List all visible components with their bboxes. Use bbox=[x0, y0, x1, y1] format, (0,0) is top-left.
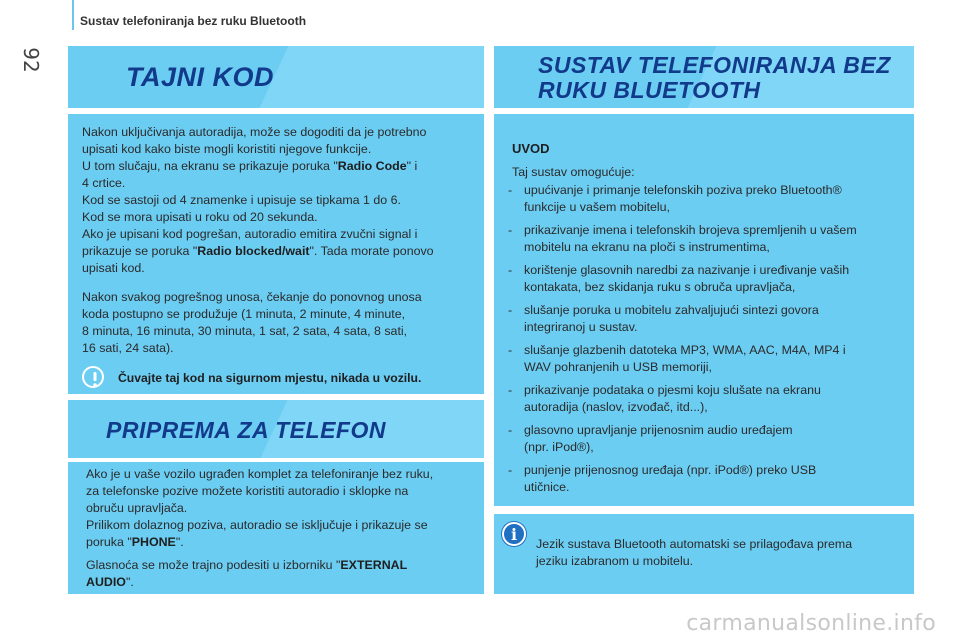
phone-prep-title: PRIPREMA ZA TELEFON bbox=[106, 417, 386, 443]
text-line: Glasnoća se može trajno podesiti u izborniku "EXTERNAL bbox=[86, 558, 408, 572]
bluetooth-header bbox=[494, 46, 914, 108]
emphasis: PHONE bbox=[131, 535, 176, 549]
list-item: - korištenje glasovnih naredbi za nazivanje i uređivanje vaših kontakata, bez skidanja ruku s obruča upravljača, bbox=[508, 263, 850, 294]
list-item: - slušanje poruka u mobitelu zahvaljujući sintezi govora integriranoj u sustav. bbox=[508, 303, 819, 334]
emphasis: Radio blocked/wait bbox=[197, 244, 310, 258]
list-item: - punjenje prijenosnog uređaja (npr. iPod®) preko USB utičnice. bbox=[508, 463, 817, 494]
page-number: 92 bbox=[19, 47, 43, 73]
intro-heading: UVOD bbox=[512, 141, 550, 156]
text-line: upisati kod kako biste mogli koristiti njegove funkcije. bbox=[82, 142, 372, 156]
text-line: Kod se mora upisati u roku od 20 sekunda. bbox=[82, 210, 318, 224]
feature-list bbox=[508, 182, 908, 502]
secret-code-body bbox=[68, 114, 484, 394]
text-line: U tom slučaju, na ekranu se prikazuje poruka "Radio Code" i bbox=[82, 159, 418, 173]
text-line: jeziku izabranom u mobitelu. bbox=[536, 554, 694, 568]
text-line: Ako je u vaše vozilo ugrađen komplet za telefoniranje bez ruku, bbox=[86, 467, 434, 481]
text-line: koda postupno se produžuje (1 minuta, 2 minute, 4 minute, bbox=[82, 307, 406, 321]
secret-code-paragraph-1 bbox=[82, 124, 482, 277]
info-icon: i bbox=[502, 522, 526, 546]
info-note bbox=[536, 536, 906, 570]
info-note-panel bbox=[494, 514, 914, 594]
running-head: Sustav telefoniranja bez ruku Bluetooth bbox=[80, 14, 307, 28]
text-line: upisati kod. bbox=[82, 261, 145, 275]
list-item: - slušanje glazbenih datoteka MP3, WMA, AAC, M4A, MP4 i WAV pohranjenih u USB memoriji, bbox=[508, 343, 846, 374]
text-line: za telefonske pozive možete koristiti autoradio i sklopke na bbox=[86, 484, 409, 498]
phone-prep-header bbox=[68, 400, 484, 458]
text-line: AUDIO". bbox=[86, 575, 134, 589]
intro-text: Taj sustav omogućuje: bbox=[512, 165, 635, 179]
text-line: prikazuje se poruka "Radio blocked/wait". Tada morate ponovo bbox=[82, 244, 434, 258]
exclamation-icon bbox=[82, 366, 104, 388]
text-line: 16 sati, 24 sata). bbox=[82, 341, 174, 355]
text-line: Jezik sustava Bluetooth automatski se prilagođava prema bbox=[536, 537, 853, 551]
text-line: Kod se sastoji od 4 znamenke i upisuje se tipkama 1 do 6. bbox=[82, 193, 401, 207]
text-line: Ako je upisani kod pogrešan, autoradio emitira zvučni signal i bbox=[82, 227, 418, 241]
emphasis: Radio Code bbox=[337, 159, 407, 173]
secret-code-header bbox=[68, 46, 484, 108]
text-line: Nakon uključivanja autoradija, može se dogoditi da je potrebno bbox=[82, 125, 427, 139]
bluetooth-body bbox=[494, 114, 914, 506]
text-line: 8 minuta, 16 minuta, 30 minuta, 1 sat, 2 sata, 4 sata, 8 sati, bbox=[82, 324, 408, 338]
secret-code-warning: Čuvajte taj kod na sigurnom mjestu, nikada u vozilu. bbox=[118, 371, 422, 385]
list-item: - upućivanje i primanje telefonskih poziva preko Bluetooth® funkcije u vašem mobitelu, bbox=[508, 183, 842, 214]
running-head-rule bbox=[72, 0, 74, 30]
secret-code-title: TAJNI KOD bbox=[126, 62, 275, 92]
phone-prep-paragraph-1 bbox=[86, 466, 481, 551]
list-item: - prikazivanje podataka o pjesmi koju slušate na ekranu autoradija (naslov, izvođač, itd...), bbox=[508, 383, 821, 414]
list-item: - glasovno upravljanje prijenosnim audio uređajem (npr. iPod®), bbox=[508, 423, 793, 454]
text-line: poruka "PHONE". bbox=[86, 535, 184, 549]
text-line: Prilikom dolaznog poziva, autoradio se isključuje i prikazuje se bbox=[86, 518, 428, 532]
emphasis: AUDIO bbox=[86, 575, 126, 589]
phone-prep-body bbox=[68, 462, 484, 594]
watermark: carmanualsonline.info bbox=[686, 611, 936, 636]
bluetooth-title-line-1: SUSTAV TELEFONIRANJA BEZ bbox=[538, 52, 891, 78]
text-line: 4 crtice. bbox=[82, 176, 126, 190]
emphasis: EXTERNAL bbox=[340, 558, 408, 572]
secret-code-paragraph-2 bbox=[82, 289, 482, 357]
list-item: - prikazivanje imena i telefonskih brojeva spremljenih u vašem mobitelu na ekranu na ploči s instrumentima, bbox=[508, 223, 857, 254]
text-line: obruču upravljača. bbox=[86, 501, 188, 515]
phone-prep-paragraph-2 bbox=[86, 557, 481, 591]
bluetooth-title-line-2: RUKU BLUETOOTH bbox=[538, 77, 761, 103]
text-line: Nakon svakog pogrešnog unosa, čekanje do ponovnog unosa bbox=[82, 290, 422, 304]
